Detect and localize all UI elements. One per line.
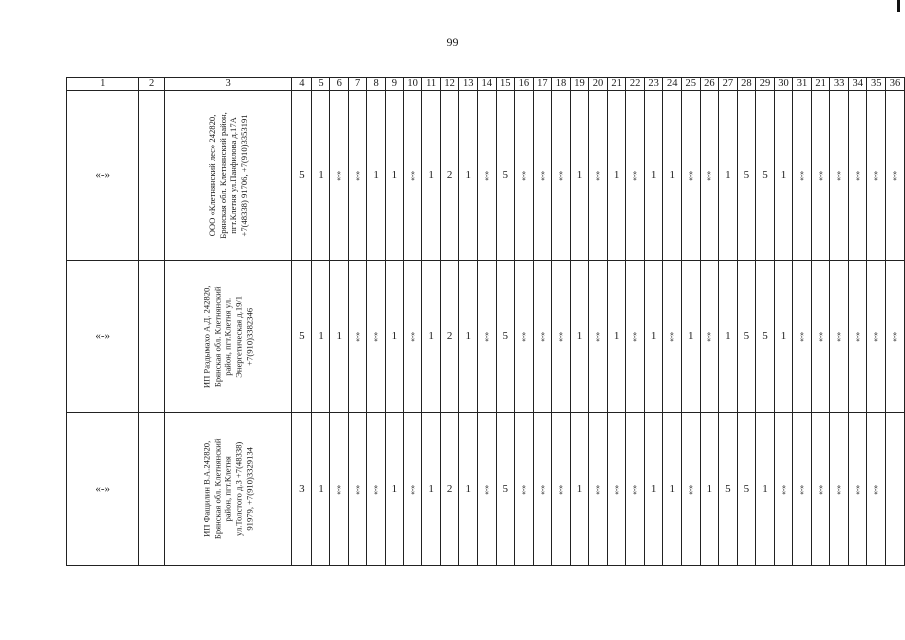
value-cell	[385, 413, 403, 566]
value-cell	[774, 91, 793, 261]
value-cell	[292, 91, 312, 261]
value-text: 5	[502, 330, 509, 342]
column-header: 21	[811, 78, 830, 91]
value-text: 5	[762, 169, 768, 181]
value-cell	[552, 413, 571, 566]
value-text: 2	[446, 330, 453, 342]
margin-mark	[897, 0, 900, 12]
value-cell	[292, 413, 312, 566]
header-row	[67, 78, 905, 91]
value-cell	[682, 261, 701, 413]
value-cell	[719, 91, 738, 261]
row-number: «-»	[95, 482, 111, 495]
value-cell	[811, 91, 830, 261]
value-text: 1	[613, 330, 620, 342]
dash-mark: «-»	[334, 171, 344, 181]
value-cell	[570, 413, 589, 566]
column-header: 17	[533, 78, 552, 91]
dash-mark: «-»	[555, 171, 565, 181]
value-cell	[848, 91, 867, 261]
value-text: 1	[669, 169, 675, 181]
column-header: 26	[700, 78, 719, 91]
value-cell	[403, 413, 422, 566]
dash-mark: «-»	[352, 484, 362, 495]
column-header: 2	[139, 78, 164, 91]
value-cell	[644, 91, 663, 261]
dash-mark: «-»	[704, 171, 714, 181]
organization-line: Брянская обл. Клетнянский	[211, 286, 222, 387]
value-text: 1	[465, 169, 471, 181]
dash-mark: «-»	[537, 171, 547, 181]
column-header: 16	[515, 78, 534, 91]
dash-mark: «-»	[352, 332, 362, 342]
column-header: 5	[312, 78, 330, 91]
column-header: 15	[496, 78, 515, 91]
organization-line: ООО «Клетнянский лес» 242820,	[206, 114, 217, 237]
dash-mark: «-»	[334, 484, 344, 495]
dash-mark: «-»	[778, 484, 788, 495]
value-text: 5	[743, 169, 750, 181]
value-cell	[385, 91, 403, 261]
value-cell	[644, 261, 663, 413]
value-text: 1	[725, 330, 731, 342]
value-cell	[348, 413, 366, 566]
value-text: 1	[428, 482, 434, 495]
value-text: 1	[650, 482, 657, 495]
dash-mark: «-»	[685, 171, 695, 181]
value-cell	[496, 261, 515, 413]
column-header: 11	[422, 78, 441, 91]
value-cell	[348, 91, 366, 261]
table-row	[67, 413, 905, 566]
value-text: 1	[318, 330, 324, 342]
organization-line: ул.Толстого д.3 +7(48338)	[233, 441, 244, 537]
column-header: 24	[663, 78, 682, 91]
empty-cell	[139, 413, 164, 566]
value-cell	[459, 413, 478, 566]
organization-line: Брянская обл. Клетнянский	[211, 438, 222, 540]
value-cell	[312, 261, 330, 413]
column-header: 25	[682, 78, 701, 91]
dash-mark: «-»	[815, 484, 825, 495]
value-text: 5	[743, 482, 750, 495]
value-cell	[552, 261, 571, 413]
dash-mark: «-»	[593, 484, 603, 495]
organization-cell	[164, 413, 291, 566]
organization-line: 91979, +7(910)3329134	[244, 447, 255, 531]
organization-text	[201, 285, 255, 388]
dash-mark: «-»	[611, 484, 621, 495]
organization-line: район, пгт.Клетня	[222, 456, 233, 522]
dash-mark: «-»	[834, 171, 844, 181]
column-header: 31	[793, 78, 812, 91]
column-header: 18	[552, 78, 571, 91]
value-cell	[626, 413, 645, 566]
value-cell	[867, 261, 886, 413]
dash-mark: «-»	[667, 332, 677, 342]
empty-cell	[139, 91, 164, 261]
dash-mark: «-»	[685, 484, 695, 495]
value-cell	[682, 413, 701, 566]
dash-mark: «-»	[630, 484, 640, 495]
value-text: 1	[613, 169, 620, 181]
value-cell	[330, 261, 348, 413]
column-header: 30	[774, 78, 793, 91]
value-cell	[589, 91, 608, 261]
value-cell	[737, 91, 756, 261]
value-cell	[663, 261, 682, 413]
organization-line: +7(48338) 91706, +7(910)3353191	[238, 114, 249, 237]
value-cell	[607, 261, 626, 413]
value-cell	[292, 261, 312, 413]
value-cell	[589, 413, 608, 566]
value-text: 2	[446, 169, 453, 181]
organization-text	[207, 112, 250, 238]
column-header: 28	[737, 78, 756, 91]
dash-mark: «-»	[797, 484, 807, 495]
dash-mark: «-»	[852, 332, 862, 342]
value-cell	[403, 261, 422, 413]
value-text: 1	[706, 482, 713, 495]
dash-mark: «-»	[871, 171, 881, 181]
value-cell	[700, 261, 719, 413]
value-cell	[403, 91, 422, 261]
row-number-cell	[67, 261, 139, 413]
value-cell	[459, 91, 478, 261]
value-cell	[607, 413, 626, 566]
organization-text	[201, 439, 255, 540]
dash-mark: «-»	[518, 484, 528, 495]
value-text: 1	[669, 482, 675, 495]
value-cell	[607, 91, 626, 261]
value-cell	[663, 91, 682, 261]
value-cell	[515, 91, 534, 261]
dash-mark: «-»	[630, 332, 640, 342]
value-cell	[385, 261, 403, 413]
value-text: 5	[725, 482, 731, 495]
value-cell	[477, 413, 496, 566]
column-header: 10	[403, 78, 422, 91]
dash-mark: «-»	[593, 332, 603, 342]
value-text: 5	[743, 330, 750, 342]
value-text: 1	[391, 482, 398, 495]
dash-mark: «-»	[890, 171, 900, 181]
table-row	[67, 261, 905, 413]
value-text: 1	[725, 169, 731, 181]
dash-mark: «-»	[871, 484, 881, 495]
value-cell	[756, 91, 775, 261]
column-header: 13	[459, 78, 478, 91]
value-cell	[626, 261, 645, 413]
column-header: 19	[570, 78, 589, 91]
value-cell	[700, 413, 719, 566]
value-cell	[756, 261, 775, 413]
dash-mark: «-»	[852, 484, 862, 495]
value-cell	[589, 261, 608, 413]
value-text: 5	[299, 169, 305, 181]
column-header: 8	[367, 78, 385, 91]
value-text: 1	[576, 330, 583, 342]
value-text: 1	[391, 330, 398, 342]
page-number: 99	[446, 35, 459, 49]
value-text: 1	[465, 330, 471, 342]
value-cell	[626, 91, 645, 261]
value-cell	[552, 91, 571, 261]
value-cell	[533, 91, 552, 261]
dash-mark: «-»	[371, 484, 381, 495]
value-cell	[422, 91, 441, 261]
organization-line: Энергетическая д.19/1	[233, 295, 244, 378]
value-cell	[719, 413, 738, 566]
column-header: 22	[626, 78, 645, 91]
value-cell	[793, 413, 812, 566]
dash-mark: «-»	[481, 484, 491, 495]
column-header: 29	[756, 78, 775, 91]
column-header: 1	[67, 78, 139, 91]
value-text: 2	[446, 482, 453, 495]
value-text: 1	[762, 482, 768, 495]
dash-mark: «-»	[518, 171, 528, 181]
value-cell	[886, 261, 905, 413]
value-cell	[719, 261, 738, 413]
value-cell	[570, 261, 589, 413]
value-cell	[533, 261, 552, 413]
value-cell	[811, 261, 830, 413]
value-cell	[440, 91, 459, 261]
value-cell	[459, 261, 478, 413]
value-cell	[515, 261, 534, 413]
column-header: 20	[589, 78, 608, 91]
value-text: 5	[502, 482, 509, 495]
dash-mark: «-»	[481, 332, 491, 342]
value-cell	[793, 91, 812, 261]
value-cell	[312, 91, 330, 261]
value-cell	[422, 413, 441, 566]
dash-mark: «-»	[890, 332, 900, 342]
value-text: 1	[465, 482, 471, 495]
dash-mark: «-»	[407, 332, 417, 342]
dash-mark: «-»	[834, 484, 844, 495]
column-header: 4	[292, 78, 312, 91]
dash-mark: «-»	[852, 171, 862, 181]
column-header: 6	[330, 78, 348, 91]
value-text: 1	[391, 169, 398, 181]
value-cell	[848, 413, 867, 566]
value-cell	[330, 91, 348, 261]
value-text: 1	[318, 169, 324, 181]
value-cell	[830, 261, 849, 413]
value-text: 1	[428, 169, 434, 181]
column-header: 23	[644, 78, 663, 91]
data-table	[66, 77, 905, 566]
dash-mark: «-»	[518, 332, 528, 342]
value-cell	[312, 413, 330, 566]
dash-mark: «-»	[407, 484, 417, 495]
value-cell	[330, 413, 348, 566]
value-cell	[756, 413, 775, 566]
value-text: 1	[650, 330, 657, 342]
column-header: 33	[830, 78, 849, 91]
value-text: 1	[780, 169, 787, 181]
value-text: 5	[762, 330, 768, 342]
column-header: 21	[607, 78, 626, 91]
dash-mark: «-»	[593, 171, 603, 181]
table-row	[67, 91, 905, 261]
value-cell	[644, 413, 663, 566]
dash-mark: «-»	[630, 171, 640, 181]
value-text: 1	[688, 330, 694, 342]
organization-line: Брянская обл. Клетнянский район,	[217, 112, 228, 239]
value-cell	[477, 261, 496, 413]
value-cell	[682, 91, 701, 261]
organization-cell	[164, 91, 291, 261]
value-cell	[886, 91, 905, 261]
value-cell	[367, 413, 385, 566]
value-cell	[867, 413, 886, 566]
value-cell	[367, 91, 385, 261]
dash-mark: «-»	[797, 171, 807, 181]
organization-line: ИП Фащилин В.А.242820,	[201, 440, 212, 537]
column-header: 36	[886, 78, 905, 91]
column-header: 34	[848, 78, 867, 91]
column-header: 7	[348, 78, 366, 91]
value-cell	[496, 413, 515, 566]
value-text: 1	[576, 169, 583, 181]
value-cell	[440, 261, 459, 413]
value-cell	[440, 413, 459, 566]
dash-mark: «-»	[704, 332, 714, 342]
column-header: 14	[477, 78, 496, 91]
organization-line: ИП Раздымахо А.Д. 242820,	[201, 285, 212, 388]
column-header: 12	[440, 78, 459, 91]
value-text: 1	[428, 330, 434, 342]
dash-mark: «-»	[481, 171, 491, 181]
value-text: 1	[336, 330, 342, 342]
column-header: 9	[385, 78, 403, 91]
empty-cell	[139, 261, 164, 413]
value-text: 1	[576, 482, 583, 495]
value-cell	[533, 413, 552, 566]
value-cell	[774, 413, 793, 566]
value-cell	[663, 413, 682, 566]
value-text: 1	[780, 330, 787, 342]
value-cell	[793, 261, 812, 413]
dash-mark: «-»	[537, 484, 547, 495]
value-text: 3	[299, 482, 305, 495]
organization-line: +7(910)3382346	[244, 307, 255, 366]
value-cell	[422, 261, 441, 413]
value-cell	[848, 261, 867, 413]
value-cell	[774, 261, 793, 413]
value-cell	[477, 91, 496, 261]
organization-line: пгт.Клетня ул.Панфилова д.17А	[228, 117, 239, 234]
dash-mark: «-»	[407, 171, 417, 181]
row-number: «-»	[95, 169, 111, 181]
value-cell	[830, 91, 849, 261]
dash-mark: «-»	[871, 332, 881, 342]
value-cell	[496, 91, 515, 261]
dash-mark: «-»	[352, 171, 362, 181]
column-header: 3	[164, 78, 291, 91]
row-number-cell	[67, 413, 139, 566]
value-text: 1	[318, 482, 324, 495]
value-cell	[811, 413, 830, 566]
value-cell	[700, 91, 719, 261]
value-cell	[570, 91, 589, 261]
dash-mark: «-»	[555, 332, 565, 342]
dash-mark: «-»	[834, 332, 844, 342]
value-cell	[737, 261, 756, 413]
value-cell	[867, 91, 886, 261]
row-number: «-»	[95, 330, 111, 342]
dash-mark: «-»	[815, 171, 825, 181]
value-cell	[737, 413, 756, 566]
organization-line: район, пгт.Клетня ул.	[222, 297, 233, 376]
row-number-cell	[67, 91, 139, 261]
value-cell	[367, 261, 385, 413]
value-cell	[886, 413, 905, 566]
column-header: 27	[719, 78, 738, 91]
value-cell	[515, 413, 534, 566]
dash-mark: «-»	[555, 484, 565, 495]
dash-mark: «-»	[537, 332, 547, 342]
value-text: 5	[299, 330, 305, 342]
dash-mark: «-»	[815, 332, 825, 342]
organization-cell	[164, 261, 291, 413]
value-cell	[830, 413, 849, 566]
dash-mark: «-»	[797, 332, 807, 342]
value-text: 1	[650, 169, 657, 181]
dash-mark: «-»	[371, 332, 381, 342]
value-cell	[348, 261, 366, 413]
column-header: 35	[867, 78, 886, 91]
value-text: 1	[373, 169, 379, 181]
value-text: 5	[502, 169, 509, 181]
